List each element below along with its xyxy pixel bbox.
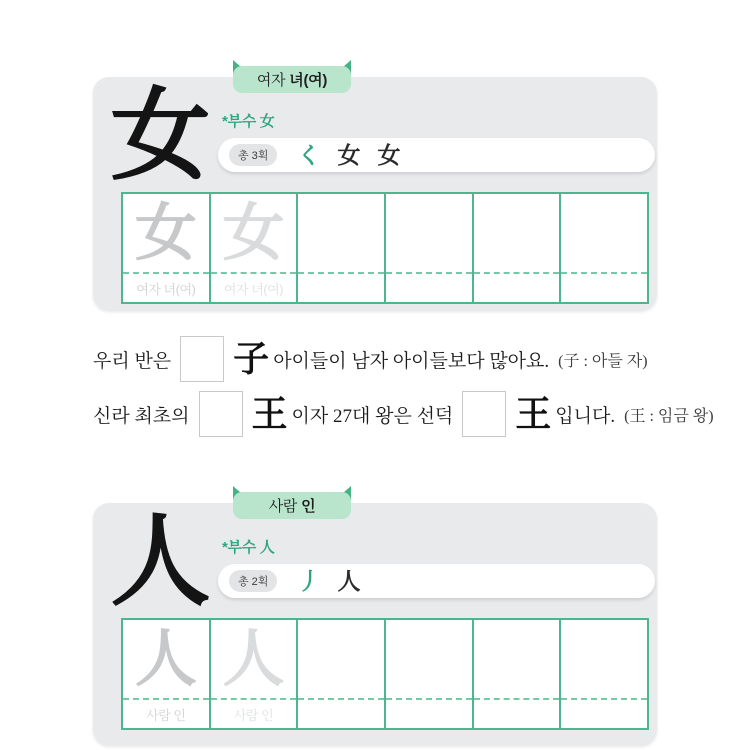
hanja-character: 子 <box>233 339 270 379</box>
stroke-step: 人 <box>337 568 361 594</box>
tab-label-bold: 녀(여) <box>289 72 328 89</box>
cell-label-zone <box>298 698 384 728</box>
radical-label: *부수 人 <box>222 539 275 556</box>
ghost-label: 여자 녀(여) <box>136 281 196 297</box>
main-hanja-character: 女 <box>110 81 211 192</box>
section-tab <box>233 486 351 519</box>
stroke-order-bar <box>218 138 655 172</box>
cell-label-zone <box>123 272 209 302</box>
hanja-gloss: (王 : 임금 왕) <box>624 407 714 425</box>
practice-cell-empty[interactable] <box>386 194 474 302</box>
practice-cell-empty[interactable] <box>474 620 562 728</box>
practice-cell-traced <box>123 620 211 728</box>
radical-label: *부수 女 <box>222 113 275 130</box>
practice-grid <box>121 192 649 304</box>
practice-cell-empty[interactable] <box>386 620 474 728</box>
cell-label-zone <box>474 272 560 302</box>
cell-label-zone <box>298 272 384 302</box>
cell-label-zone <box>561 698 647 728</box>
cell-label-zone <box>211 698 297 728</box>
stroke-step: 女 <box>377 142 401 168</box>
tab-label <box>233 492 351 519</box>
answer-box[interactable] <box>199 391 243 437</box>
ghost-character: 人 <box>222 626 285 694</box>
ghost-character: 女 <box>222 200 285 268</box>
practice-cell-empty[interactable] <box>298 620 386 728</box>
answer-box[interactable] <box>462 391 506 437</box>
hanja-gloss: (子 : 아들 자) <box>558 352 648 370</box>
cell-label-zone <box>386 272 472 302</box>
ghost-character: 人 <box>134 626 197 694</box>
stroke-order-steps <box>297 144 400 167</box>
practice-grid <box>121 618 649 730</box>
stroke-step: 丿 <box>297 568 321 594</box>
ghost-label: 여자 녀(여) <box>224 281 284 297</box>
cell-label-zone <box>211 272 297 302</box>
hanja-character: 王 <box>251 394 288 434</box>
sentence-text: 입니다. <box>555 405 616 427</box>
cell-label-zone <box>123 698 209 728</box>
practice-cell-empty[interactable] <box>561 194 647 302</box>
ghost-label: 사람 인 <box>233 707 274 723</box>
practice-cell-empty[interactable] <box>561 620 647 728</box>
sentence-text: 신라 최초의 <box>93 405 190 427</box>
sentence-text: 이자 27대 왕은 선덕 <box>291 405 454 427</box>
section-tab <box>233 60 351 93</box>
practice-cell-traced <box>211 194 299 302</box>
tab-label-normal: 사람 <box>268 498 298 515</box>
stroke-step: く <box>297 142 321 168</box>
cell-label-zone <box>561 272 647 302</box>
main-hanja-character: 人 <box>110 507 211 618</box>
cell-label-zone <box>386 698 472 728</box>
stroke-count-badge: 총 3획 <box>229 144 277 166</box>
practice-cell-traced <box>211 620 299 728</box>
tab-label <box>233 66 351 93</box>
tab-label-normal: 여자 <box>256 72 286 89</box>
practice-cell-empty[interactable] <box>474 194 562 302</box>
practice-cell-traced <box>123 194 211 302</box>
ghost-character: 女 <box>134 200 197 268</box>
stroke-count-badge: 총 2획 <box>229 570 277 592</box>
fill-in-sentence <box>93 333 648 385</box>
stroke-step: 女 <box>337 142 361 168</box>
ghost-label: 사람 인 <box>146 707 186 723</box>
hanja-card <box>93 77 657 310</box>
sentence-text: 아이들이 남자 아이들보다 많아요. <box>273 350 550 372</box>
hanja-character: 王 <box>515 394 552 434</box>
answer-box[interactable] <box>180 336 224 382</box>
hanja-card <box>93 503 657 745</box>
sentence-text: 우리 반은 <box>93 350 172 372</box>
stroke-order-steps <box>297 570 377 593</box>
fill-in-sentence <box>93 388 714 440</box>
stroke-order-bar <box>218 564 655 598</box>
practice-cell-empty[interactable] <box>298 194 386 302</box>
tab-label-bold: 인 <box>301 498 316 515</box>
cell-label-zone <box>474 698 560 728</box>
